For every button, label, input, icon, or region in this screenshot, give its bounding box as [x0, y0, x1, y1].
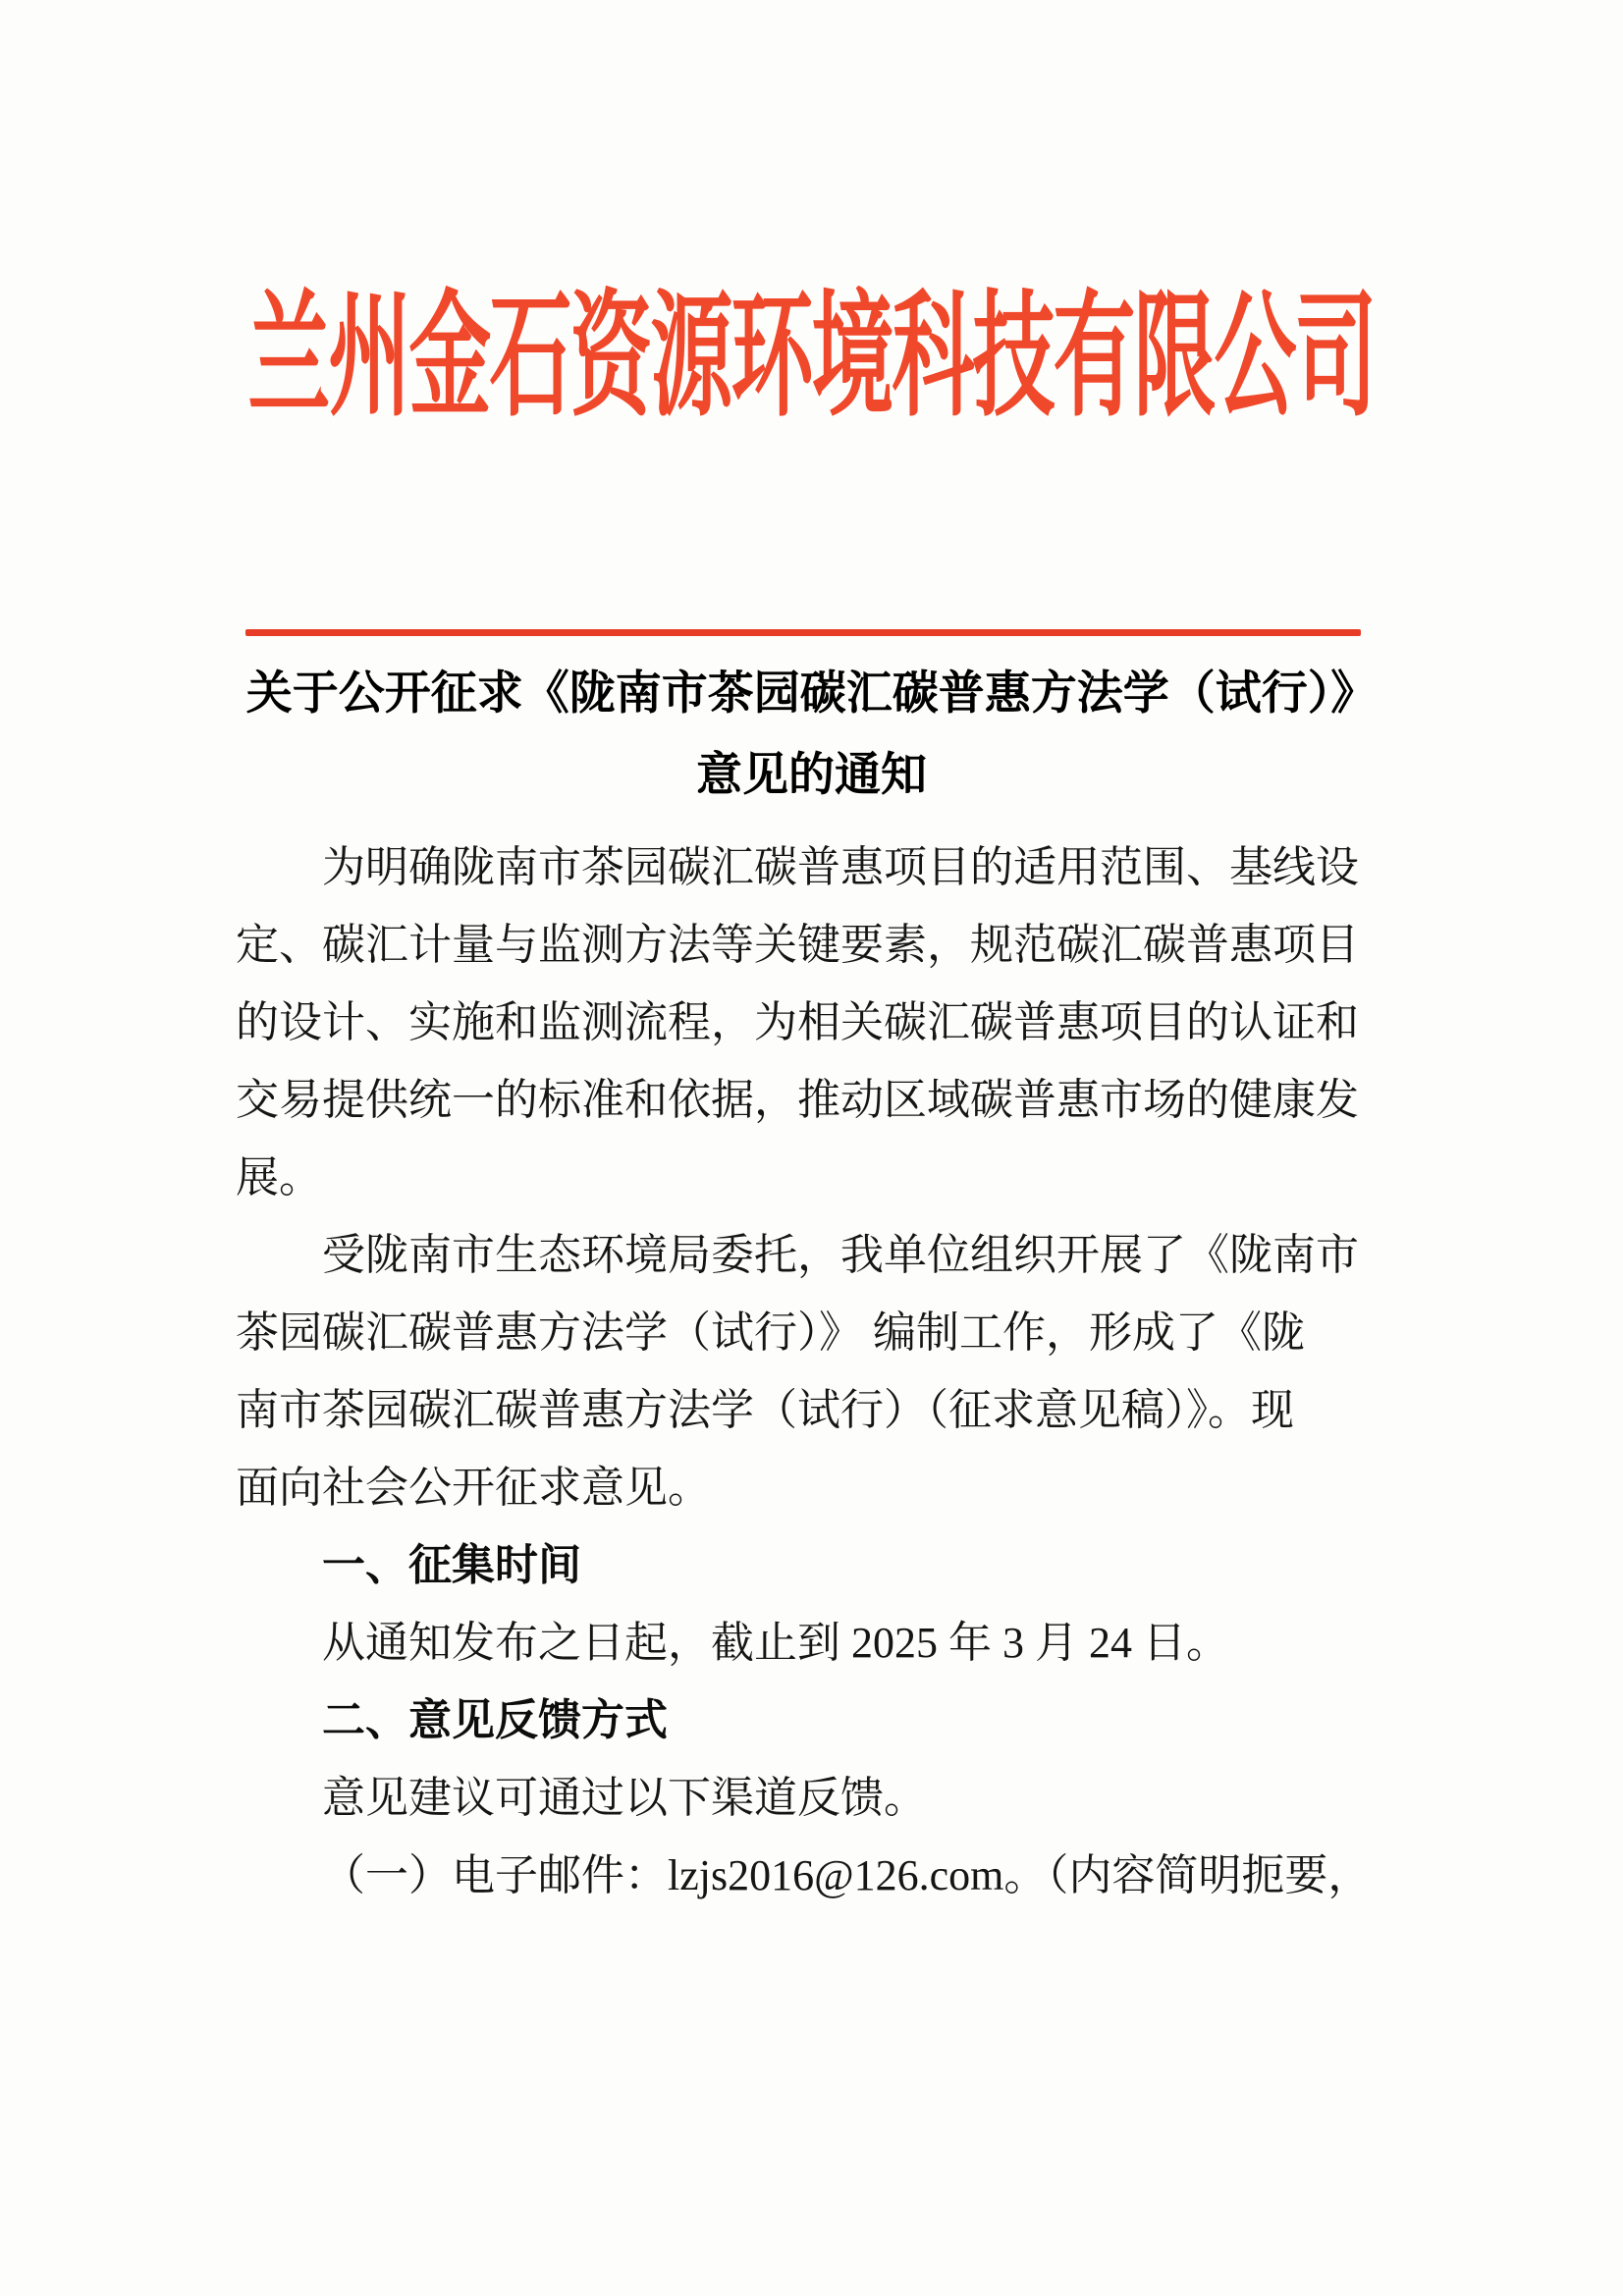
company-letterhead [0, 283, 1623, 434]
para2-line-4: 面向社会公开征求意见。 [236, 1464, 711, 1512]
para1-line-3: 的设计、实施和监测流程，为相关碳汇碳普惠项目的认证和 [236, 998, 1359, 1046]
para2-line-2: 茶园碳汇碳普惠方法学（试行）》 编制工作，形成了《陇 [236, 1308, 1305, 1357]
section1-heading: 一、征集时间 [322, 1541, 581, 1589]
company-letterhead-text: 兰州金石资源环境科技有限公司 [247, 283, 1376, 434]
para1-line-5: 展。 [236, 1153, 322, 1201]
paragraph-background [236, 1216, 1365, 1526]
paragraph-purpose [236, 828, 1365, 1216]
notice-title [0, 654, 1623, 817]
para2-line-1: 受陇南市生态环境局委托，我单位组织开展了《陇南市 [322, 1231, 1359, 1279]
section2-channels-text: 意见建议可通过以下渠道反馈。 [322, 1774, 927, 1822]
para2-line-3: 南市茶园碳汇碳普惠方法学（试行）（征求意见稿）》。现 [236, 1386, 1294, 1434]
red-divider-line [245, 629, 1361, 636]
para1-line-1: 为明确陇南市茶园碳汇碳普惠项目的适用范围、基线设 [322, 843, 1359, 891]
notice-title-line-1: 关于公开征求《陇南市茶园碳汇碳普惠方法学（试行）》 [245, 668, 1378, 720]
section1-deadline-text: 从通知发布之日起，截止到 2025 年 3 月 24 日。 [322, 1619, 1229, 1667]
notice-body [236, 828, 1372, 1914]
para1-line-4: 交易提供统一的标准和依据，推动区域碳普惠市场的健康发 [236, 1076, 1359, 1124]
section2-email-text: （一）电子邮件：lzjs2016@126.com。（内容简明扼要， [322, 1851, 1372, 1899]
section2-heading: 二、意见反馈方式 [322, 1696, 668, 1744]
notice-title-line-2: 意见的通知 [696, 750, 927, 801]
section-collection-time [236, 1526, 1365, 1682]
section-feedback-methods [236, 1682, 1372, 1914]
para1-line-2: 定、碳汇计量与监测方法等关键要素，规范碳汇碳普惠项目 [236, 921, 1359, 969]
